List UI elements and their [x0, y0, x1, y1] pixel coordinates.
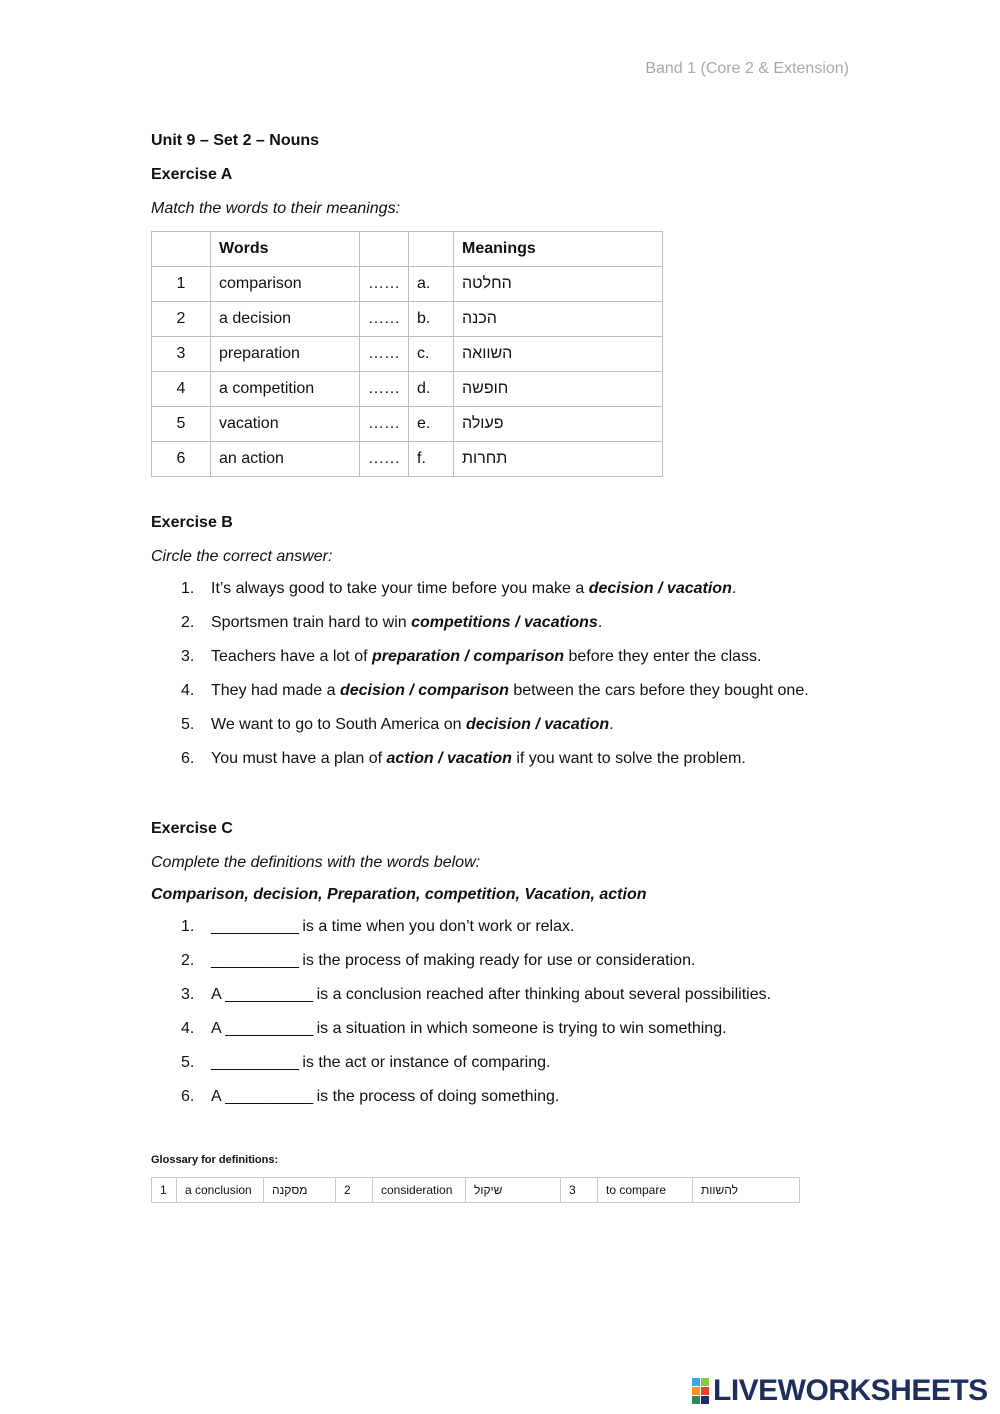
item-sentence	[211, 715, 614, 735]
item-number: 3.	[181, 986, 195, 1003]
row-word: vacation	[211, 407, 360, 442]
sentence-end: if you want to solve the problem.	[511, 750, 746, 767]
row-meaning: תחרות	[454, 442, 663, 477]
answer-choice[interactable]: preparation / comparison	[371, 648, 565, 665]
fill-in-blank[interactable]: ___________	[211, 952, 298, 969]
glossary-hebrew: מסקנה	[264, 1178, 336, 1203]
row-word: a competition	[211, 372, 360, 407]
glossary-num: 3	[561, 1178, 598, 1203]
answer-blank[interactable]: ……	[360, 337, 409, 372]
item-sentence	[211, 749, 746, 769]
exercise-a-instruction: Match the words to their meanings:	[151, 200, 401, 217]
fill-in-blank[interactable]: ___________	[211, 1054, 298, 1071]
exercise-a-title: Exercise A	[151, 166, 233, 183]
row-letter: e.	[409, 407, 454, 442]
fill-in-blank[interactable]: ___________	[225, 1020, 313, 1037]
item-definition	[211, 917, 574, 937]
definition-end: is a time when you don’t work or relax.	[297, 918, 575, 935]
exercise-c-title: Exercise C	[151, 820, 233, 837]
glossary-hebrew: להשוות	[693, 1178, 800, 1203]
exercise-b-list	[181, 579, 851, 783]
list-item	[181, 1087, 851, 1121]
row-number: 1	[152, 267, 211, 302]
row-number: 6	[152, 442, 211, 477]
definition-end: is the process of doing something.	[312, 1088, 560, 1105]
item-number: 1.	[181, 918, 195, 935]
list-item	[181, 579, 851, 613]
item-number: 4.	[181, 1020, 195, 1037]
matching-table-header	[152, 232, 663, 267]
header-meanings: Meanings	[454, 232, 663, 267]
sentence-end: before they enter the class.	[564, 648, 762, 665]
table-row	[152, 267, 663, 302]
sentence-start: It’s always good to take your time before you make a	[211, 580, 589, 597]
row-meaning: פעולה	[454, 407, 663, 442]
glossary-table	[151, 1177, 800, 1203]
item-sentence	[211, 647, 761, 667]
list-item	[181, 613, 851, 647]
row-number: 2	[152, 302, 211, 337]
item-number: 2.	[181, 614, 195, 631]
list-item	[181, 917, 851, 951]
exercise-c-instruction: Complete the definitions with the words below:	[151, 854, 481, 871]
header-words: Words	[211, 232, 360, 267]
word-bank: Comparison, decision, Preparation, competition, Vacation, action	[151, 886, 647, 903]
table-row	[152, 337, 663, 372]
row-meaning: החלטה	[454, 267, 663, 302]
glossary-hebrew: שיקול	[466, 1178, 561, 1203]
item-number: 3.	[181, 648, 195, 665]
table-row	[152, 442, 663, 477]
table-row	[152, 372, 663, 407]
row-meaning: השוואה	[454, 337, 663, 372]
sentence-start: They had made a	[211, 682, 340, 699]
list-item	[181, 985, 851, 1019]
glossary-title: Glossary for definitions:	[151, 1154, 279, 1166]
glossary-english: to compare	[598, 1178, 693, 1203]
sentence-end: between the cars before they bought one.	[508, 682, 809, 699]
table-row	[152, 302, 663, 337]
item-definition	[211, 951, 695, 971]
item-sentence	[211, 681, 809, 701]
list-item	[181, 749, 851, 783]
sentence-start: We want to go to South America on	[211, 716, 466, 733]
definition-end: is a situation in which someone is trying to win something.	[312, 1020, 727, 1037]
row-meaning: חופשה	[454, 372, 663, 407]
answer-blank[interactable]: ……	[360, 267, 409, 302]
definition-start: A	[211, 1020, 226, 1037]
item-number: 5.	[181, 1054, 195, 1071]
row-letter: d.	[409, 372, 454, 407]
list-item	[181, 1053, 851, 1087]
item-definition	[211, 1053, 550, 1073]
exercise-b-instruction: Circle the correct answer:	[151, 548, 333, 565]
fill-in-blank[interactable]: ___________	[211, 918, 298, 935]
table-row	[152, 407, 663, 442]
answer-blank[interactable]: ……	[360, 302, 409, 337]
unit-title: Unit 9 – Set 2 – Nouns	[151, 132, 320, 149]
answer-blank[interactable]: ……	[360, 442, 409, 477]
exercise-b-title: Exercise B	[151, 514, 233, 531]
fill-in-blank[interactable]: ___________	[225, 1088, 313, 1105]
definition-end: is the process of making ready for use or consideration.	[297, 952, 696, 969]
row-letter: b.	[409, 302, 454, 337]
worksheet-content	[151, 131, 851, 1157]
answer-blank[interactable]: ……	[360, 372, 409, 407]
item-sentence	[211, 613, 602, 633]
glossary-num: 2	[336, 1178, 373, 1203]
list-item	[181, 681, 851, 715]
definition-end: is the act or instance of comparing.	[297, 1054, 551, 1071]
answer-choice[interactable]: decision / vacation	[588, 580, 732, 597]
item-definition	[211, 985, 771, 1005]
item-definition	[211, 1019, 727, 1039]
sentence-end: .	[597, 614, 603, 631]
fill-in-blank[interactable]: ___________	[225, 986, 313, 1003]
answer-blank[interactable]: ……	[360, 407, 409, 442]
header-dots-cell	[360, 232, 409, 267]
row-number: 3	[152, 337, 211, 372]
item-number: 6.	[181, 750, 195, 767]
row-word: an action	[211, 442, 360, 477]
item-sentence	[211, 579, 736, 599]
liveworksheets-logo	[692, 1374, 988, 1408]
item-number: 2.	[181, 952, 195, 969]
glossary-num: 1	[152, 1178, 177, 1203]
sentence-end: .	[609, 716, 614, 733]
list-item	[181, 715, 851, 749]
answer-choice[interactable]: decision / comparison	[339, 682, 509, 699]
answer-choice[interactable]: competitions / vacations	[411, 614, 598, 631]
glossary-english: a conclusion	[177, 1178, 264, 1203]
answer-choice[interactable]: action / vacation	[386, 750, 512, 767]
exercise-c-list	[181, 917, 851, 1121]
row-word: comparison	[211, 267, 360, 302]
logo-text: LIVEWORKSHEETS	[713, 1374, 988, 1407]
row-letter: c.	[409, 337, 454, 372]
row-letter: a.	[409, 267, 454, 302]
row-number: 5	[152, 407, 211, 442]
item-number: 5.	[181, 716, 195, 733]
item-definition	[211, 1087, 559, 1107]
matching-table	[151, 231, 663, 477]
list-item	[181, 951, 851, 985]
sentence-start: You must have a plan of	[211, 750, 387, 767]
row-number: 4	[152, 372, 211, 407]
header-num-cell	[152, 232, 211, 267]
item-number: 6.	[181, 1088, 195, 1105]
definition-end: is a conclusion reached after thinking about several possibilities.	[312, 986, 772, 1003]
row-word: preparation	[211, 337, 360, 372]
sentence-end: .	[731, 580, 737, 597]
item-number: 1.	[181, 580, 195, 597]
definition-start: A	[211, 1088, 226, 1105]
row-letter: f.	[409, 442, 454, 477]
item-number: 4.	[181, 682, 195, 699]
sentence-start: Sportsmen train hard to win	[211, 614, 412, 631]
glossary-english: consideration	[373, 1178, 466, 1203]
header-band-label: Band 1 (Core 2 & Extension)	[645, 60, 849, 77]
glossary-row	[152, 1178, 800, 1203]
answer-choice[interactable]: decision / vacation	[465, 716, 610, 733]
list-item	[181, 647, 851, 681]
sentence-start: Teachers have a lot of	[211, 648, 372, 665]
row-word: a decision	[211, 302, 360, 337]
definition-start: A	[211, 986, 226, 1003]
header-letter-cell	[409, 232, 454, 267]
list-item	[181, 1019, 851, 1053]
liveworksheets-logo-icon	[692, 1378, 709, 1404]
row-meaning: הכנה	[454, 302, 663, 337]
